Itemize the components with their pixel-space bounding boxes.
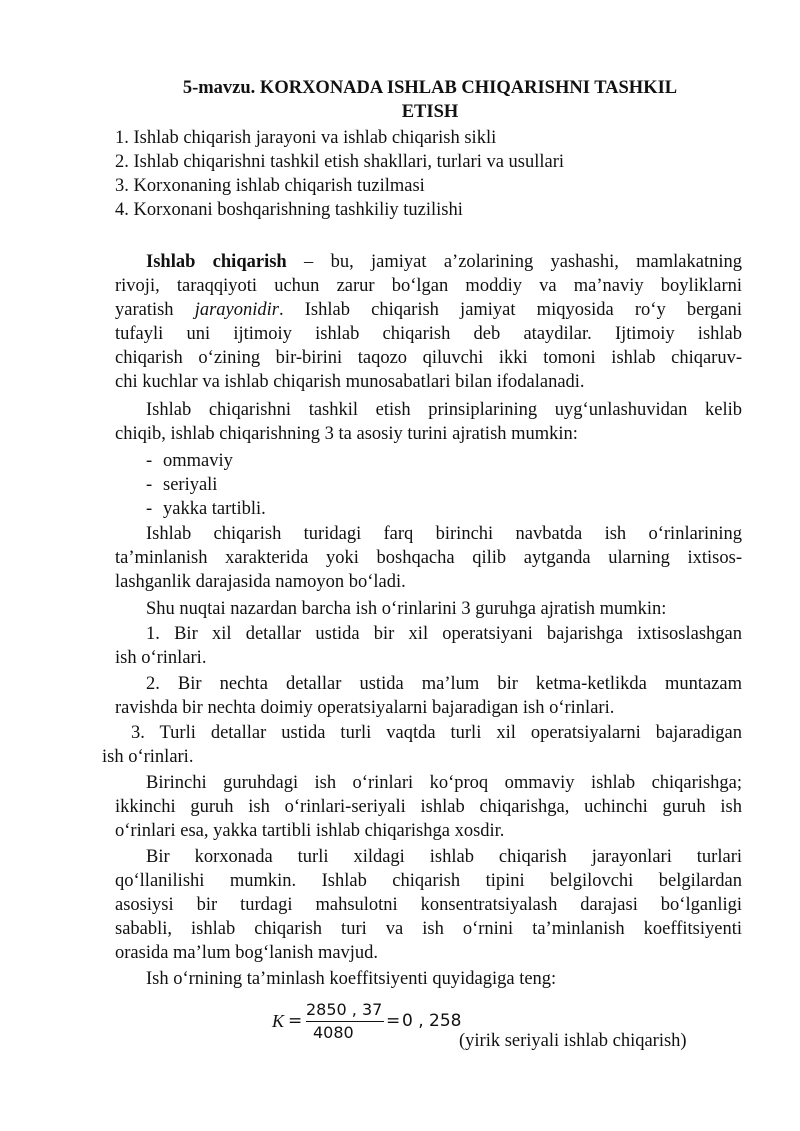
formula-note: (yirik seriyali ishlab chiqarish): [459, 1031, 687, 1051]
page-title-line-1: 5-mavzu. KORXONADA ISHLAB CHIQARISHNI TASHKIL: [182, 78, 678, 98]
outline-item-3: 3. Korxonaning ishlab chiqarish tuzilmasi: [115, 176, 425, 196]
paragraph-7: Ish o‘rnining ta’minlash koeffitsiyenti quyidagiga teng:: [146, 969, 557, 989]
paragraph-5-line-1: Birinchi guruhdagi ish o‘rinlari ko‘proq ommaviy ishlab chiqarishga;: [146, 773, 742, 793]
list-item-2: seriyali: [163, 475, 218, 495]
formula-equals-1: =: [288, 1011, 303, 1031]
page-title-line-2: ETISH: [401, 102, 459, 122]
list-item-1: ommaviy: [163, 451, 233, 471]
paragraph-4: Shu nuqtai nazardan barcha ish o‘rinlarini 3 guruhga ajratish mumkin:: [146, 599, 667, 619]
paragraph-1-line-6: chi kuchlar va ishlab chiqarish munosabatlari bilan ifodalanadi.: [115, 372, 585, 392]
paragraph-1-line-3: [115, 298, 742, 322]
paragraph-1-line-2: rivoji, taraqqiyoti uchun zarur bo‘lgan moddiy va ma’naviy boyliklarni: [115, 276, 742, 296]
formula-numerator: 2850 , 37: [306, 1000, 383, 1019]
formula-result: 0 , 258: [402, 1011, 462, 1031]
paragraph-1-line-3-pre: yaratish: [115, 300, 195, 320]
paragraph-6-line-2: qo‘llanilishi mumkin. Ishlab chiqarish tipini belgilovchi belgilardan: [115, 871, 742, 891]
paragraph-2-line-2: chiqib, ishlab chiqarishning 3 ta asosiy turini ajratish mumkin:: [115, 424, 578, 444]
formula-lhs: K: [272, 1011, 285, 1031]
paragraph-6-line-1: Bir korxonada turli xildagi ishlab chiqarish jarayonlari turlari: [146, 847, 742, 867]
paragraph-3-line-1: Ishlab chiqarish turidagi farq birinchi navbatda ish o‘rinlarining: [146, 524, 742, 544]
outline-item-1: 1. Ishlab chiqarish jarayoni va ishlab chiqarish sikli: [115, 128, 497, 148]
list-dash-3: -: [146, 499, 153, 519]
paragraph-1-line-1: [146, 250, 742, 274]
formula-denominator: 4080: [313, 1023, 354, 1042]
paragraph-6-line-3: asosiysi bir turdagi mahsulotni konsentratsiyalash darajasi bo‘lganligi: [115, 895, 742, 915]
group-1-line-1: 1. Bir xil detallar ustida bir xil operatsiyani bajarishga ixtisoslashgan: [146, 624, 742, 644]
list-dash-2: -: [146, 475, 153, 495]
outline-item-2: 2. Ishlab chiqarishni tashkil etish shakllari, turlari va usullari: [115, 152, 565, 172]
list-item-3: yakka tartibli.: [163, 499, 266, 519]
list-dash-1: -: [146, 451, 153, 471]
paragraph-5-line-3: o‘rinlari esa, yakka tartibli ishlab chiqarishga xosdir.: [115, 821, 505, 841]
group-2-line-1: 2. Bir nechta detallar ustida ma’lum bir ketma-ketlikda muntazam: [146, 674, 742, 694]
group-2-line-2: ravishda bir nechta doimiy operatsiyalarni bajaradigan ish o‘rinlari.: [115, 698, 615, 718]
group-3-line-1: 3. Turli detallar ustida turli vaqtda turli xil operatsiyalarni bajaradigan: [131, 723, 742, 743]
formula-fraction-bar: [306, 1021, 384, 1022]
paragraph-6-line-4: sababli, ishlab chiqarish turi va ish o‘rnini ta’minlanish koeffitsiyenti: [115, 919, 742, 939]
paragraph-5-line-2: ikkinchi guruh ish o‘rinlari-seriyali ishlab chiqarishga, uchinchi guruh ish: [115, 797, 742, 817]
formula-equals-2: =: [386, 1011, 401, 1031]
outline-item-4: 4. Korxonani boshqarishning tashkiliy tuzilishi: [115, 200, 463, 220]
group-1-line-2: ish o‘rinlari.: [115, 648, 207, 668]
paragraph-1-line-3-post: . Ishlab chiqarish jamiyat miqyosida ro‘y bergani: [278, 300, 742, 320]
paragraph-2-line-1: Ishlab chiqarishni tashkil etish prinsiplarining uyg‘unlashuvidan kelib: [146, 400, 742, 420]
paragraph-3-line-2: ta’minlanish xarakterida yoki boshqacha qilib aytganda ularning ixtisos-: [115, 548, 742, 568]
paragraph-6-line-5: orasida ma’lum bog‘lanish mavjud.: [115, 943, 379, 963]
bold-term: Ishlab chiqarish: [146, 252, 287, 272]
paragraph-1-line-4: tufayli uni ijtimoiy ishlab chiqarish deb ataydilar. Ijtimoiy ishlab: [115, 324, 742, 344]
paragraph-1-line-1-rest: – bu, jamiyat a’zolarining yashashi, mamlakatning: [286, 252, 742, 272]
paragraph-3-line-3: lashganlik darajasida namoyon bo‘ladi.: [115, 572, 406, 592]
paragraph-1-line-5: chiqarish o‘zining bir-birini taqozo qiluvchi ikki tomoni ishlab chiqaruv-: [115, 348, 742, 368]
italic-term: jarayonidir: [194, 300, 279, 320]
group-3-line-2: ish o‘rinlari.: [102, 747, 194, 767]
